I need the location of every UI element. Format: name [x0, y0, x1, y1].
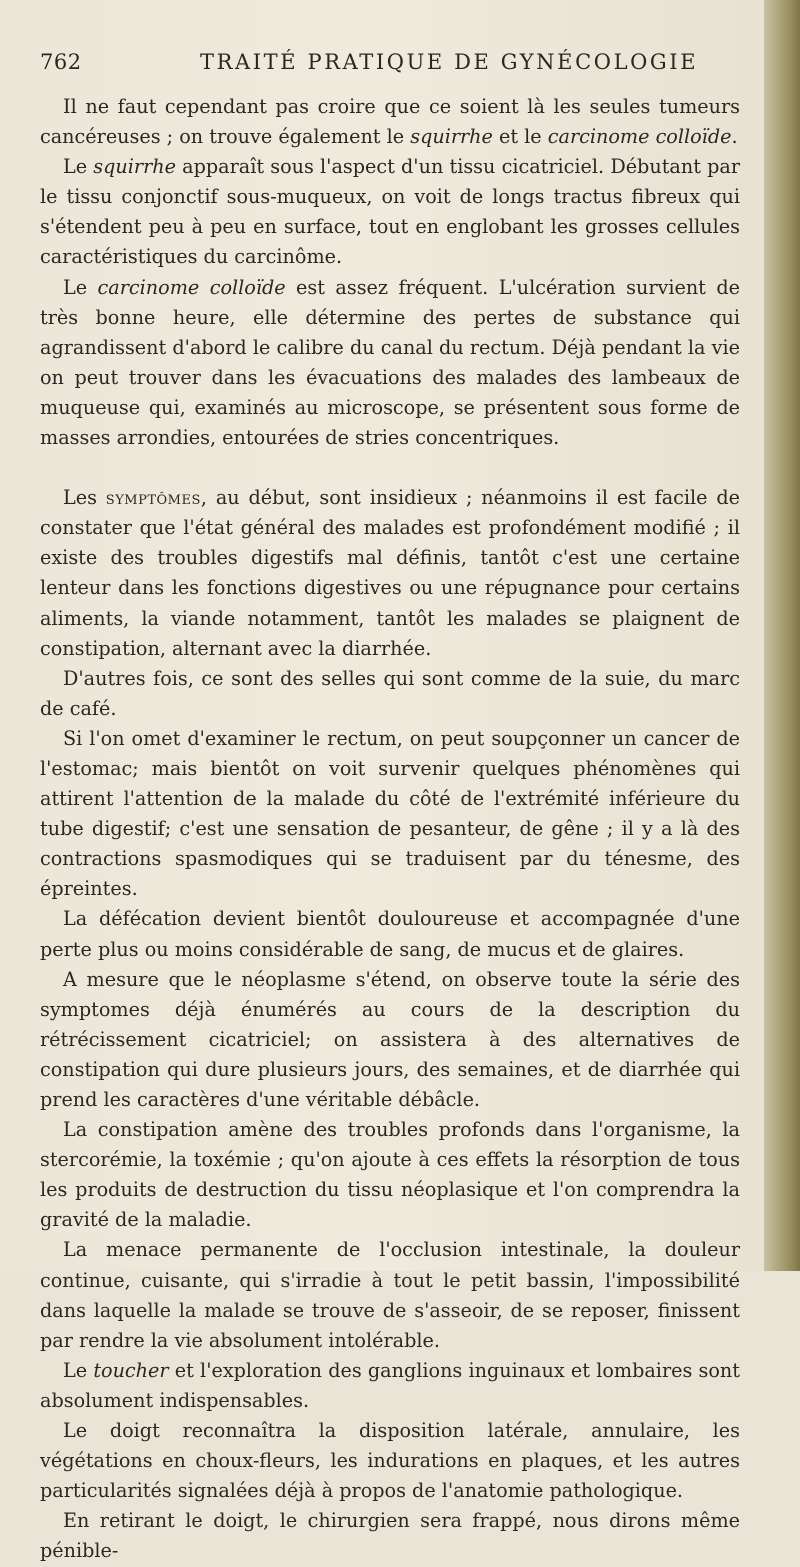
text-run: Les [63, 486, 106, 510]
paragraph [40, 724, 740, 905]
text-run: La défécation devient bientôt douloureuse et accompagnée d'une perte plus ou moins considérable de sang, de mucus et de glaires. [40, 907, 740, 961]
paragraph [40, 483, 740, 664]
text-run: apparaît sous l'aspect d'un tissu cicatriciel. Débutant par le tissu conjonctif sous-muqueux, on voit de longs tractus fibreux qui s'étendent peu à peu en surface, tout en englobant les grosses cellules caractéristiques du carcinôme. [40, 155, 740, 269]
text-italic: toucher [93, 1358, 169, 1382]
body-text [40, 92, 740, 1567]
paragraph [40, 1416, 740, 1506]
text-smallcaps: symptômes [105, 486, 201, 510]
paragraph [40, 904, 740, 964]
text-run: Le [63, 275, 98, 299]
text-run: Il ne faut cependant pas croire que ce soient là les seules tumeurs cancéreuses ; on trouve également le [40, 95, 740, 149]
text-run: Le doigt reconnaîtra la disposition latérale, annulaire, les végétations en choux-fleurs, les indurations en plaques, et les autres particularités signalées déjà à propos de l'anatomie pathologique. [40, 1419, 740, 1503]
paragraph [40, 664, 740, 724]
text-run: Si l'on omet d'examiner le rectum, on peut soupçonner un cancer de l'estomac; mais bientôt on voit survenir quelques phénomènes qui attirent l'attention de la malade du côté de l'extrémité inférieure du tube digestif; c'est une sensation de pesanteur, de gêne ; il y a là des contractions spasmodiques qui se traduisent par du ténesme, des épreintes. [40, 726, 740, 901]
text-run: A mesure que le néoplasme s'étend, on observe toute la série des symptomes déjà énumérés au cours de la description du rétrécissement cicatriciel; on assistera à des alternatives de constipation qui dure plusieurs jours, des semaines, et de diarrhée qui prend les caractères d'une véritable débâcle. [40, 967, 740, 1111]
text-run: . [731, 125, 738, 149]
page-edge [764, 0, 800, 1271]
text-run: Le [63, 1358, 94, 1382]
paragraph [40, 1115, 740, 1235]
text-run: et le [492, 125, 548, 149]
paragraph [40, 152, 740, 272]
paragraph [40, 965, 740, 1115]
text-run: est assez fréquent. L'ulcération survient de très bonne heure, elle détermine des pertes de substance qui agrandissent d'abord le calibre du canal du rectum. Déjà pendant la vie on peut trouver dans les évacuations des malades des lambeaux de muqueuse qui, examinés au microscope, se présentent sous forme de masses arrondies, entourées de stries concentriques. [40, 275, 740, 450]
text-run: La constipation amène des troubles profonds dans l'organisme, la stercorémie, la toxémie ; qu'on ajoute à ces effets la résorption de tous les produits de destruction du tissu néoplasique et l'on comprendra la gravité de la maladie. [40, 1118, 740, 1232]
text-italic: squirrhe [93, 155, 176, 179]
text-run: et l'exploration des ganglions inguinaux et lombaires sont absolument indispensables. [40, 1358, 740, 1412]
text-run: Le [63, 155, 94, 179]
paragraph [40, 273, 740, 454]
running-title: TRAITÉ PRATIQUE DE GYNÉCOLOGIE [200, 50, 699, 74]
paragraph [40, 1356, 740, 1416]
page-header [40, 50, 740, 80]
text-run: En retirant le doigt, le chirurgien sera frappé, nous dirons même pénible- [40, 1509, 740, 1563]
text-run: , au début, sont insidieux ; néanmoins il est facile de constater que l'état général des malades est profondément modifié ; il existe des troubles digestifs mal définis, tantôt c'est une certaine lenteur dans les fonctions digestives ou une répugnance pour certains aliments, la viande notamment, tantôt les malades se plaignent de constipation, alternant avec la diarrhée. [40, 486, 740, 660]
paragraph [40, 1506, 740, 1566]
paragraph [40, 1235, 740, 1355]
page-number: 762 [40, 50, 82, 74]
text-italic: carcinome colloïde [547, 125, 732, 149]
text-run: D'autres fois, ce sont des selles qui sont comme de la suie, du marc de café. [40, 666, 740, 720]
text-italic: carcinome colloïde [97, 275, 286, 299]
paragraph [40, 92, 740, 152]
text-run: La menace permanente de l'occlusion intestinale, la douleur continue, cuisante, qui s'irradie à tout le petit bassin, l'impossibilité dans laquelle la malade se trouve de s'asseoir, de se reposer, finissent par rendre la vie absolument intolérable. [40, 1238, 740, 1352]
text-italic: squirrhe [410, 125, 493, 149]
